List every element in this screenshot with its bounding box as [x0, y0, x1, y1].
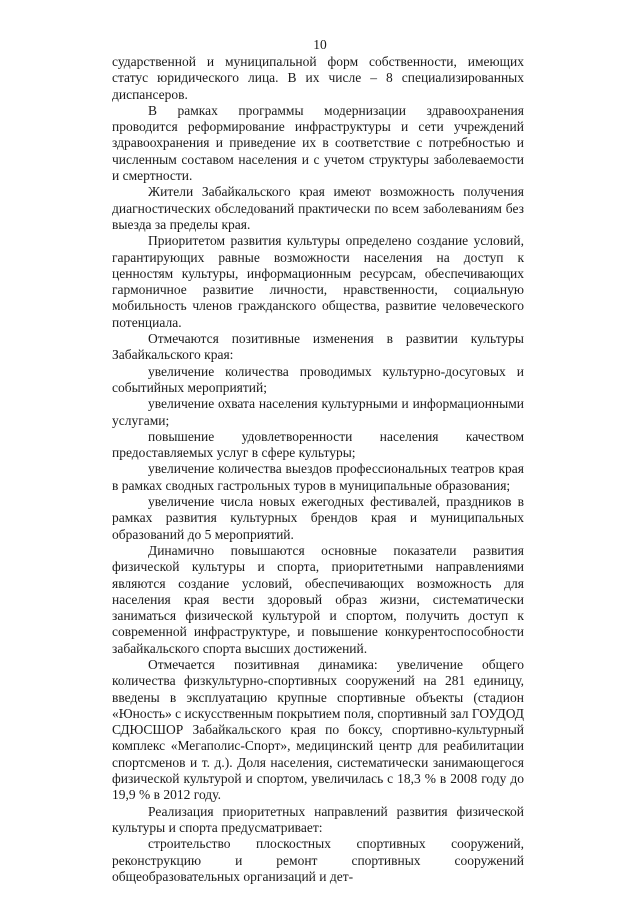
- list-item-theatre-tours: увеличение количества выездов профессиональных театров края в рамках сводных гастрольных туров в муниципальные образования;: [112, 461, 524, 493]
- body-text: [112, 54, 524, 885]
- list-item-satisfaction: повышение удовлетворенности населения качеством предоставляемых услуг в сфере культуры;: [112, 428, 524, 461]
- paragraph-culture-priority: Приоритетом развития культуры определено создание условий, гарантирующих равные возможности населения на доступ к ценностям культуры, информационным ресурсам, обеспечивающих гармоничное развитие личности, нравственности, социальную мобильность членов гражданского общества, развитие человеческого потенциала.: [112, 233, 524, 330]
- page-number: 10: [313, 37, 327, 52]
- list-item-coverage: увеличение охвата населения культурными и информационными услугами;: [112, 396, 524, 428]
- list-item-construction: строительство плоскостных спортивных сооружений, реконструкцию и ремонт спортивных сооружений общеобразовательных организаций и дет-: [112, 836, 524, 884]
- paragraph-diagnostics: Жители Забайкальского края имеют возможность получения диагностических обследований практически по всем заболеваниям без выезда за пределы края.: [112, 184, 524, 232]
- paragraph-culture-changes: Отмечаются позитивные изменения в развитии культуры Забайкальского края:: [112, 331, 524, 363]
- list-item-festivals: увеличение числа новых ежегодных фестивалей, праздников в рамках развития культурных брендов края и муниципальных образований до 5 мероприятий.: [112, 494, 524, 542]
- paragraph-sport-development: Динамично повышаются основные показатели развития физической культуры и спорта, приоритетными направлениями являются создание условий, обеспечивающих возможность для населения края вести здоровый образ жизни, систематически заниматься физической культурой и спортом, получить доступ к современной инфраструктуре, и повышение конкурентоспособности забайкальского спорта высших достижений.: [112, 542, 524, 656]
- paragraph-healthcare-institutions: сударственной и муниципальной форм собственности, имеющих статус юридического лица. В их числе – 8 специализированных диспансеров.: [112, 54, 524, 102]
- list-item-events: увеличение количества проводимых культурно-досуговых и событийных мероприятий;: [112, 363, 524, 395]
- paragraph-healthcare-modernization: В рамках программы модернизации здравоохранения проводится реформирование инфраструктуры и сети учреждений здравоохранения и приведение их в соответствие с потребностью и численным составом населения и с учетом структуры заболеваемости и смертности.: [112, 102, 524, 184]
- paragraph-sport-priorities: Реализация приоритетных направлений развития физической культуры и спорта предусматривает:: [112, 803, 524, 835]
- paragraph-sport-dynamics: Отмечается позитивная динамика: увеличение общего количества физкультурно-спортивных сооружений на 281 единицу, введены в эксплуатацию крупные спортивные объекты (стадион «Юность» с искусственным покрытием поля, спортивный зал ГОУДОД СДЮСШОР Забайкальского края по боксу, спортивно-культурный комплекс «Мегаполис-Спорт», медицинский центр для реабилитации спортсменов и т. д.). Доля населения, систематически занимающегося физической культурой и спортом, увеличилась с 18,3 % в 2008 году до 19,9 % в 2012 году.: [112, 656, 524, 803]
